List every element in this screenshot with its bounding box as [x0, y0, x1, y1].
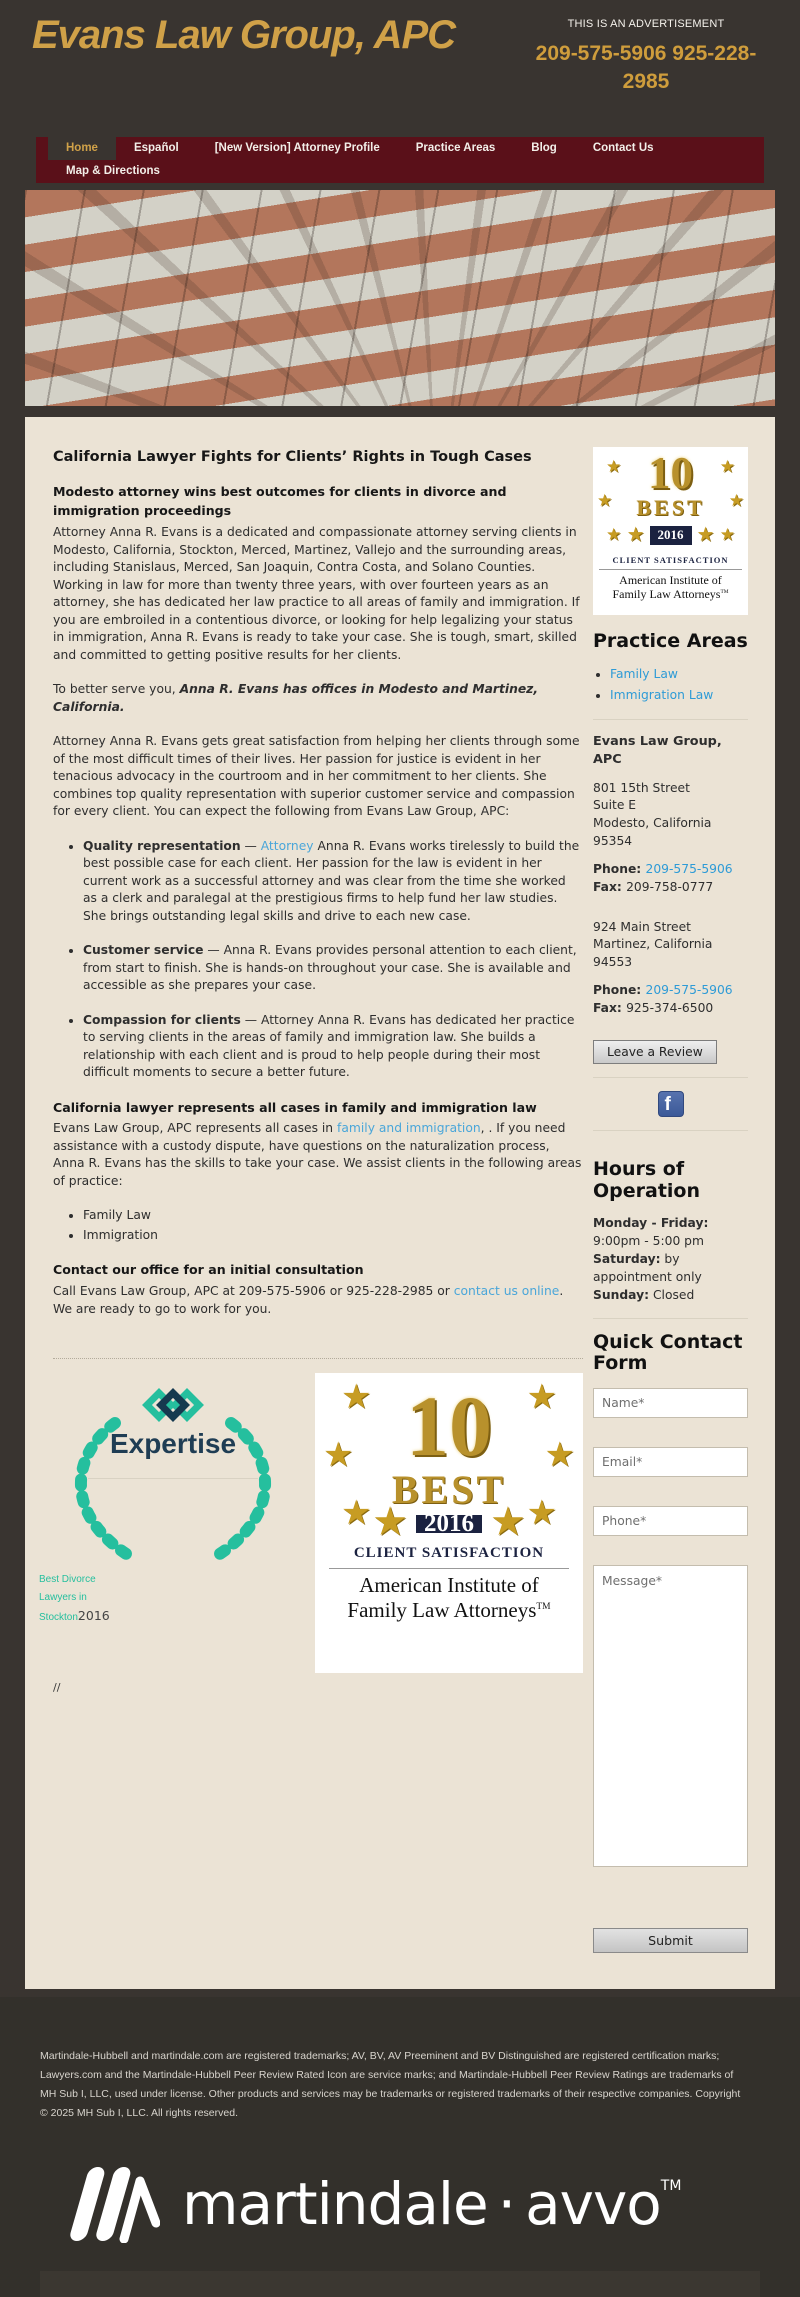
martindale-m-icon: [64, 2165, 160, 2243]
trademark-symbol: TM: [536, 1601, 551, 1612]
expertise-caption: [39, 1571, 149, 1627]
institute-name: [599, 569, 742, 602]
address-line: 924 Main Street: [593, 919, 692, 934]
office1-fax: [593, 879, 748, 897]
hours-value: Closed: [649, 1287, 695, 1302]
nav-blog[interactable]: Blog: [531, 142, 557, 154]
quick-contact-form: [593, 1332, 748, 1954]
contact-pre: Call Evans Law Group, APC at 209-575-5906 or 925-228-2985 or: [53, 1284, 454, 1299]
feature-sep: —: [240, 838, 261, 853]
content-panel: [25, 417, 775, 1989]
nav-practice-areas[interactable]: Practice Areas: [415, 142, 496, 154]
star-icon: ★: [526, 1495, 557, 1533]
family-paragraph: [53, 1120, 583, 1190]
area-immigration: • Immigration: [83, 1227, 583, 1245]
social-row: [593, 1091, 748, 1117]
star-icon: ★: [626, 524, 645, 547]
footer-bottom-strip: [40, 2271, 760, 2297]
hours-list: [593, 1215, 748, 1304]
hours-value: 9:00pm - 5:00 pm: [593, 1234, 704, 1249]
office2-fax: [593, 1000, 748, 1018]
feature-text: Anna R. Evans works tirelessly to build the best possible case for each client. Her passion for the law is evident in her current work as a successful attorney and was clear from the time she worked as a clerk and paralegal at the prestigious firms to help fund her law studies. She brings outstanding legal skills and drive to each new case.: [83, 838, 580, 923]
hours-row: [593, 1287, 748, 1305]
site-header: [0, 0, 800, 137]
star-icon: ★: [341, 1495, 372, 1533]
star-icon: ★: [323, 1437, 354, 1475]
practice-areas-heading: Practice Areas: [593, 630, 748, 652]
attorney-link[interactable]: Attorney: [260, 838, 314, 853]
feature-sep: —: [240, 1012, 262, 1027]
advertisement-note: THIS IS AN ADVERTISEMENT: [567, 18, 725, 30]
family-heading: California lawyer represents all cases in family and immigration law: [53, 1099, 537, 1115]
caption-line: Best Divorce: [39, 1574, 96, 1586]
main-content: [39, 447, 583, 1953]
feature-quality: [83, 838, 583, 926]
nav-row-2: [48, 160, 764, 183]
expertise-wordmark: Expertise: [109, 1428, 237, 1460]
sidebar-divider: [593, 719, 748, 720]
star-icon: ★: [606, 457, 622, 476]
feature-sep: —: [203, 943, 224, 958]
caption-line: Stockton: [39, 1612, 78, 1624]
nav-home[interactable]: Home: [48, 137, 116, 160]
main-nav: [36, 137, 764, 183]
office2-address: [593, 919, 748, 972]
practice-areas-list: [53, 1207, 583, 1244]
contact-post: . We are ready to go to work for you.: [53, 1284, 564, 1316]
office1-phone: [593, 861, 748, 879]
contact-heading: Contact our office for an initial consultation: [53, 1262, 364, 1278]
sidebar: [593, 447, 748, 1953]
practice-link-item: [610, 687, 748, 705]
nav-attorney-profile[interactable]: [New Version] Attorney Profile: [214, 142, 380, 154]
practice-links: [593, 666, 748, 705]
dotted-separator: [53, 1358, 583, 1359]
star-icon: ★: [490, 1499, 526, 1545]
hours-label: Sunday:: [593, 1287, 650, 1302]
phone-label: Phone:: [593, 983, 646, 998]
fax-number: 925-374-6500: [626, 1000, 714, 1015]
family-post: , . If you need assistance with a custody dispute, have questions on the naturalization process, Anna R. Evans has the skills to take your case. We assist clients in the following areas of practice:: [53, 1121, 582, 1188]
hours-label: Saturday:: [593, 1252, 661, 1267]
firm-name: Evans Law Group, APC: [593, 733, 722, 768]
contact-online-link[interactable]: contact us online: [453, 1284, 560, 1299]
page-title: California Lawyer Fights for Clients’ Rights in Tough Cases: [53, 449, 532, 465]
phone-link[interactable]: 209-575-5906: [645, 983, 733, 998]
header-phone-numbers[interactable]: 209-575-5906 925-228-2985: [535, 42, 757, 94]
message-field[interactable]: [593, 1565, 748, 1867]
ten-best-word: BEST: [391, 1467, 507, 1513]
footer: [0, 1997, 800, 2297]
practice-link-item: [610, 666, 748, 684]
submit-button[interactable]: Submit: [593, 1928, 748, 1953]
star-icon: ★: [719, 457, 735, 476]
feature-text: Attorney Anna R. Evans has dedicated her practice to serving clients in the areas of family and immigration law. She builds a relationship with each client and is proud to help people during their most difficult moments to secure a better future.: [83, 1012, 575, 1080]
feature-compassion: [83, 1012, 583, 1082]
hero-image: [25, 190, 775, 406]
caption-line: Lawyers in: [39, 1592, 87, 1604]
immigration-law-link[interactable]: Immigration Law: [610, 687, 714, 702]
serve-pre: To better serve you,: [53, 682, 180, 697]
fax-number: 209-758-0777: [626, 879, 714, 894]
trademark-symbol: TM: [720, 589, 729, 596]
family-law-link[interactable]: Family Law: [610, 666, 678, 681]
hours-heading: Hours of Operation: [593, 1157, 701, 1202]
nav-espanol[interactable]: Español: [133, 142, 179, 154]
subheading: Modesto attorney wins best outcomes for clients in divorce and immigration proceedings: [53, 484, 507, 519]
ten-best-number: 10: [406, 1378, 492, 1475]
ten-best-badge-large: [315, 1373, 583, 1673]
star-icon: ★: [606, 525, 622, 544]
phone-label: Phone:: [593, 861, 646, 876]
address-line: Modesto, California 95354: [593, 816, 712, 849]
facebook-icon[interactable]: f: [658, 1091, 684, 1117]
client-satisfaction-label: CLIENT SATISFACTION: [353, 1544, 545, 1561]
expertise-badge: [39, 1373, 293, 1673]
expertise-diamonds-icon: [147, 1393, 199, 1417]
header-right: [530, 18, 762, 97]
feature-text: Anna R. Evans provides personal attention to each client, from start to finish. She is hands-on throughout your case. She is available and accessible as she prepares your case.: [83, 943, 577, 993]
star-icon: ★: [526, 1379, 557, 1417]
ten-best-year: 2016: [416, 1515, 482, 1533]
nav-contact-us[interactable]: Contact Us: [592, 142, 654, 154]
phone-field[interactable]: [593, 1506, 748, 1536]
star-icon: ★: [544, 1437, 575, 1475]
fax-label: Fax:: [593, 1000, 627, 1015]
satisfaction-paragraph: Attorney Anna R. Evans gets great satisfaction from helping her clients through some of the most difficult times of their lives. Her passion for justice is evident in her tenacious advocacy in the courtroom and in her commitment to her clients. She combines top quality representation with superior customer service and compassion for every client. You can expect the following from Evans Law Group, APC:: [53, 734, 580, 819]
logo-avvo: avvo: [525, 2169, 661, 2238]
star-icon: ★: [597, 491, 613, 510]
ten-best-badge-small: [593, 447, 748, 615]
ten-best-year: 2016: [650, 526, 692, 545]
serve-emphasis: Anna R. Evans has offices in Modesto and Martinez, California.: [53, 682, 538, 714]
address-line: Martinez, California 94553: [593, 937, 713, 970]
hours-section: [593, 1159, 748, 1305]
client-satisfaction-label: CLIENT SATISFACTION: [612, 555, 729, 566]
nav-row-1: [48, 137, 764, 160]
institute-line: American Institute of: [359, 1573, 539, 1598]
fax-label: Fax:: [593, 879, 627, 894]
institute-line: Family Law Attorneys: [612, 587, 721, 602]
phone-link[interactable]: 209-575-5906: [645, 861, 733, 876]
feature-title: Customer service: [83, 943, 204, 958]
office2-phone: [593, 982, 748, 1000]
leave-review-button[interactable]: Leave a Review: [593, 1040, 717, 1064]
ten-best-number: 10: [648, 448, 693, 498]
feature-list: [53, 838, 583, 1082]
hours-value: by appointment only: [593, 1252, 702, 1284]
hours-row: [593, 1215, 748, 1251]
hours-label: Monday - Friday:: [593, 1216, 709, 1231]
caption-year: 2016: [77, 1608, 110, 1624]
stray-comment-text: //: [53, 1681, 61, 1695]
footer-disclaimer: Martindale-Hubbell and martindale.com are registered trademarks; AV, BV, AV Preeminent and BV Distinguished are registered certification marks; Lawyers.com and the Martindale-Hubbell Peer Review Rated Icon are service marks; and Martindale-Hubbell Peer Review Ratings are trademarks of MH Sub I, LLC, used under license. Other products and services may be trademarks or registered trademarks of their respective companies. Copyright © 2025 MH Sub I, LLC. All rights reserved.: [40, 2050, 741, 2119]
star-icon: ★: [719, 525, 735, 544]
ten-best-word: BEST: [636, 495, 705, 520]
email-field[interactable]: [593, 1447, 748, 1477]
name-field[interactable]: [593, 1388, 748, 1418]
award-badges-row: [39, 1373, 583, 1673]
feature-service: [83, 942, 583, 995]
office1-address: [593, 780, 748, 851]
institute-line: Family Law Attorneys: [347, 1597, 537, 1622]
intro-paragraph: Attorney Anna R. Evans is a dedicated and compassionate attorney serving clients in Modesto, California, Stockton, Merced, Martinez, Vallejo and the surrounding areas, including Stanislaus, Merced, San Joaquin, Contra Costa, and Solano Counties. Working in law for more than twenty three years, with over fourteen years as an attorney, she has dedicated her law practice to all areas of family and immigration. If you are embroiled in a contentious divorce, or looking for help legalizing your status in immigration, Anna R. Evans is ready to take your case. She is tough, smart, skilled and committed to getting positive results for her clients.: [53, 525, 580, 662]
family-pre: Evans Law Group, APC represents all cases in: [53, 1121, 338, 1136]
contact-paragraph: [53, 1283, 583, 1318]
logo-dot: ·: [497, 2169, 516, 2238]
feature-title: Compassion for clients: [83, 1012, 241, 1027]
star-icon: ★: [728, 491, 744, 510]
feature-title: Quality representation: [83, 838, 241, 853]
logo-tm: TM: [660, 2177, 682, 2194]
martindale-avvo-logo: [64, 2149, 760, 2259]
sidebar-divider: [593, 1318, 748, 1319]
star-icon: ★: [696, 524, 715, 547]
logo-martindale: martindale: [182, 2169, 488, 2238]
sidebar-divider: [593, 1130, 748, 1131]
family-immigration-link[interactable]: family and immigration: [337, 1121, 481, 1136]
sidebar-divider: [593, 1077, 748, 1078]
hours-row: [593, 1251, 748, 1287]
address-line: 801 15th Street: [593, 780, 690, 795]
nav-map-directions[interactable]: Map & Directions: [66, 165, 160, 177]
site-title[interactable]: Evans Law Group, APC: [32, 13, 456, 57]
martindale-avvo-wordmark: [182, 2170, 681, 2238]
star-icon: ★: [341, 1379, 372, 1417]
form-heading: Quick Contact Form: [593, 1330, 743, 1375]
expertise-rule: [88, 1478, 258, 1479]
star-icon: ★: [372, 1499, 408, 1545]
area-family-law: • Family Law: [83, 1207, 583, 1225]
institute-name: [329, 1568, 569, 1621]
institute-line: American Institute of: [619, 573, 722, 588]
serve-paragraph: [53, 681, 583, 716]
address-line: Suite E: [593, 798, 637, 813]
